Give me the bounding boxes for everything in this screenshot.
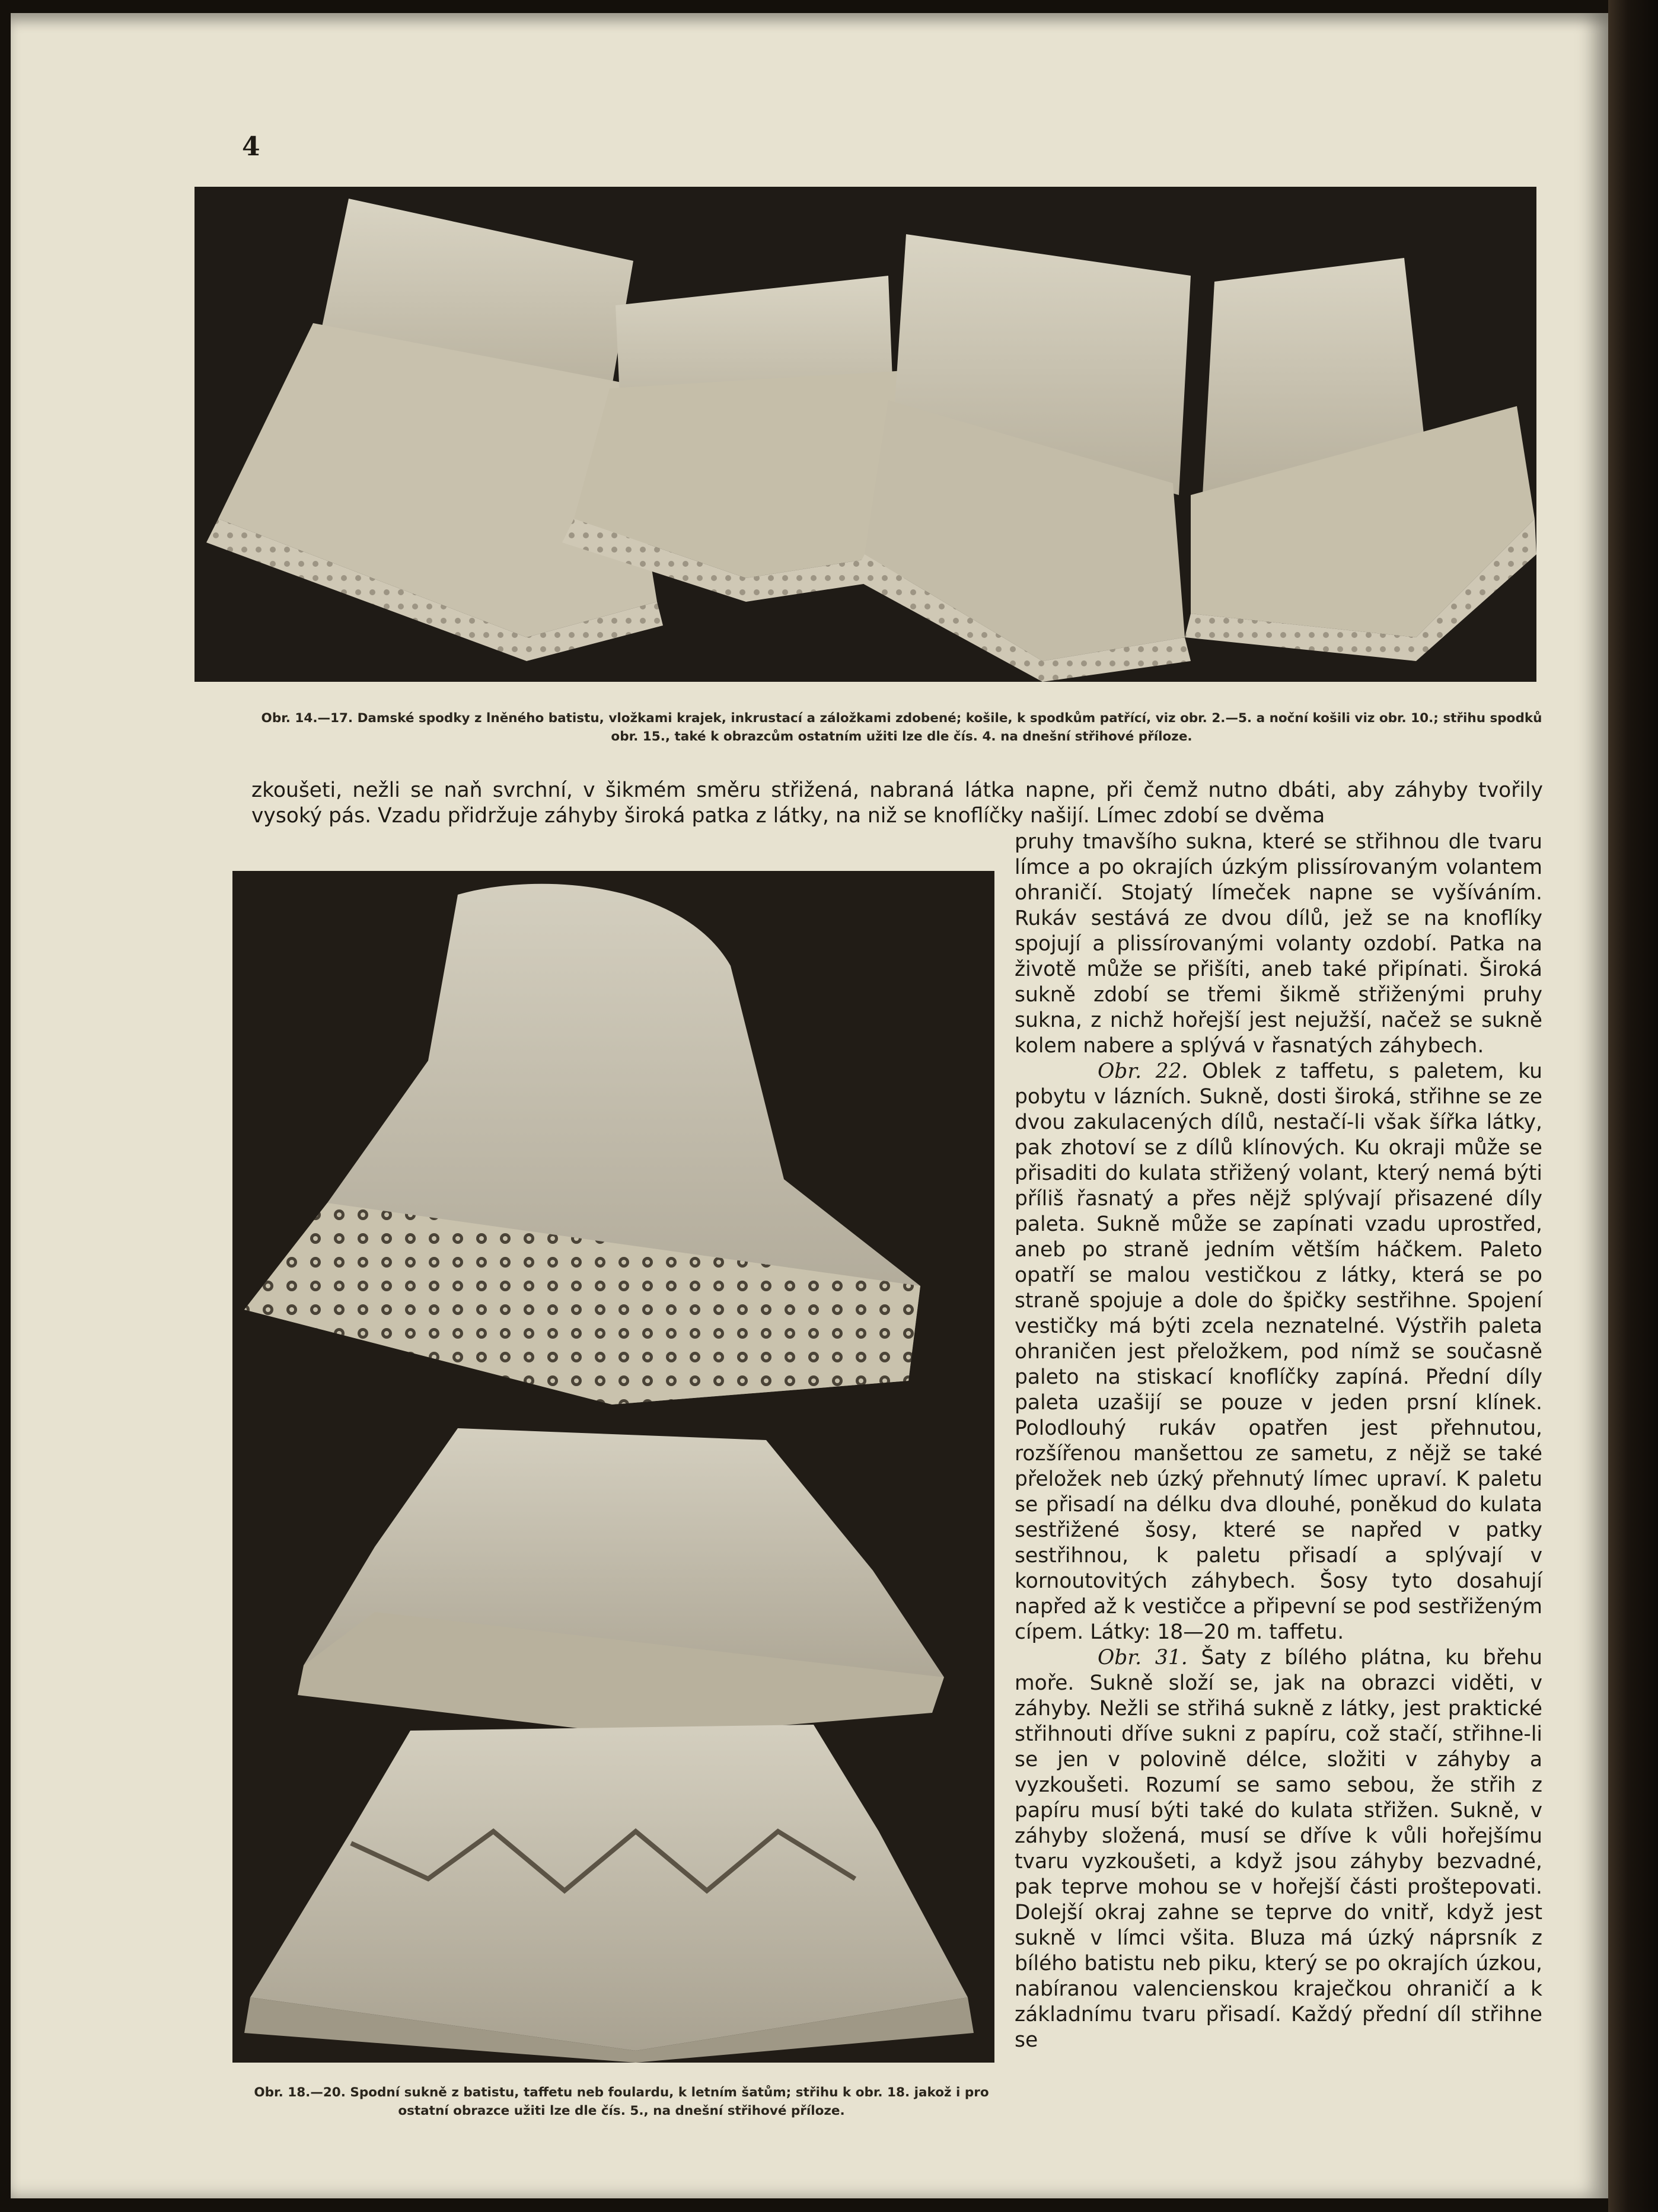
figure-reference-22: Obr. 22. (1098, 1059, 1188, 1083)
page-edge (1608, 0, 1658, 2212)
column-paragraph-2 (1015, 1059, 1542, 1645)
figure-top-photo (195, 187, 1536, 682)
column-paragraph-3 (1015, 1645, 1542, 2053)
right-column (1015, 829, 1542, 2053)
column-paragraph-3-body: Šaty z bílého plátna, ku břehu moře. Sukně složí se, jak na obrazci viděti, v záhyby. Nežli se střihá sukně z látky, jest praktické střihnouti dříve sukni z papíru, což stačí, střihne-li se jen v polovině délce, složiti v záhyby a vyzkoušeti. Rozumí se samo sebou, že střih z papíru musí býti také do kulata střižen. Sukně, v záhyby složená, musí se dříve k vůli hořejšímu tvaru vyzkoušeti, a když jsou záhyby bezvadné, pak teprve mohou se v hořejší části proštepovati. Dolejší okraj zahne se teprve do vnitř, když jest sukně v límci všita. Bluza má úzký náprsník z bílého batistu neb piku, který se po okrajích úzkou, nabíranou valencienskou kraječkou ohraničí a k základnímu tvaru přisadí. Každý přední díl střihne se (1015, 1646, 1542, 2052)
column-paragraph-1: pruhy tmavšího sukna, které se střihnou dle tvaru límce a po okrajích úzkým plissírovaným volantem ohraničí. Stojatý límeček napne se vyšíváním. Rukáv sestává ze dvou dílů, jež se na knoflíky spojují a plissírovanými volanty ozdobí. Patka na životě může se přišíti, aneb také připínati. Široká sukně zdobí se třemi šikmě střiženými pruhy sukna, z nichž hořejší jest nejužší, načež se sukně kolem nabere a splývá v řasnatých záhybech. (1015, 830, 1542, 1058)
page-number: 4 (242, 132, 260, 162)
page (11, 13, 1608, 2198)
figure-top-caption: Obr. 14.—17. Damské spodky z lněného batistu, vložkami krajek, inkrustací a záložkami zdobené; košile, k spodkům patřící, viz obr. 2.—5. a noční košili viz obr. 10.; střihu spodků obr. 15., také k obrazcům ostatním užiti lze dle čís. 4. na dnešní střihové příloze. (261, 711, 1542, 744)
drawers-illustration (195, 187, 1536, 682)
figure-left-caption: Obr. 18.—20. Spodní sukně z batistu, taffetu neb foulardu, k letním šatům; střihu k obr. 18. jakož i pro ostatní obrazce užiti lze dle čís. 5., na dnešní střihové příloze. (254, 2085, 989, 2118)
intro-paragraph: zkoušeti, nežli se naň svrchní, v šikmém směru střižená, nabraná látka napne, při čemž nutno dbáti, aby záhyby tvořily vysoký pás. Vzadu přidržuje záhyby široká patka z látky, na niž se knoflíčky našijí. Límec zdobí se dvěma (251, 778, 1543, 828)
figure-left-photo (232, 871, 994, 2063)
petticoats-illustration (232, 871, 994, 2063)
figure-reference-31: Obr. 31. (1098, 1646, 1188, 1670)
column-paragraph-2-body: Oblek z taffetu, s paletem, ku pobytu v lázních. Sukně, dosti široká, střihne se ze dvou zakulacených dílů, nestačí-li však šířka látky, pak zhotoví se z dílů klínových. Ku okraji může se přisaditi do kulata střižený volant, který nemá býti příliš řasnatý a přes nějž splývají přisazené díly paleta. Sukně může se zapínati vzadu uprostřed, aneb po straně jedním větším háčkem. Paleto opatří se malou vestičkou z látky, která se po straně spojuje a dole do špičky sestřihne. Spojení vestičky má býti zcela neznatelné. Výstřih paleta ohraničen jest přeložkem, pod nímž se současně paleto na stiskací knoflíčky zapíná. Přední díly paleta uzašijí se pouze v jeden prsní klínek. Polodlouhý rukáv opatřen jest přehnutou, rozšířenou manšettou ze sametu, z nějž se také přeložek neb úzký přehnutý límec upraví. K paletu se přisadí na délku dva dlouhé, poněkud do kulata sestřižené šosy, které se napřed v patky sestřihnou, k paletu přisadí a splývají v kornoutovitých záhybech. Šosy tyto dosahují napřed až k vestičce a připevní se pod sestřiženým cípem. Látky: 18—20 m. taffetu. (1015, 1059, 1542, 1644)
